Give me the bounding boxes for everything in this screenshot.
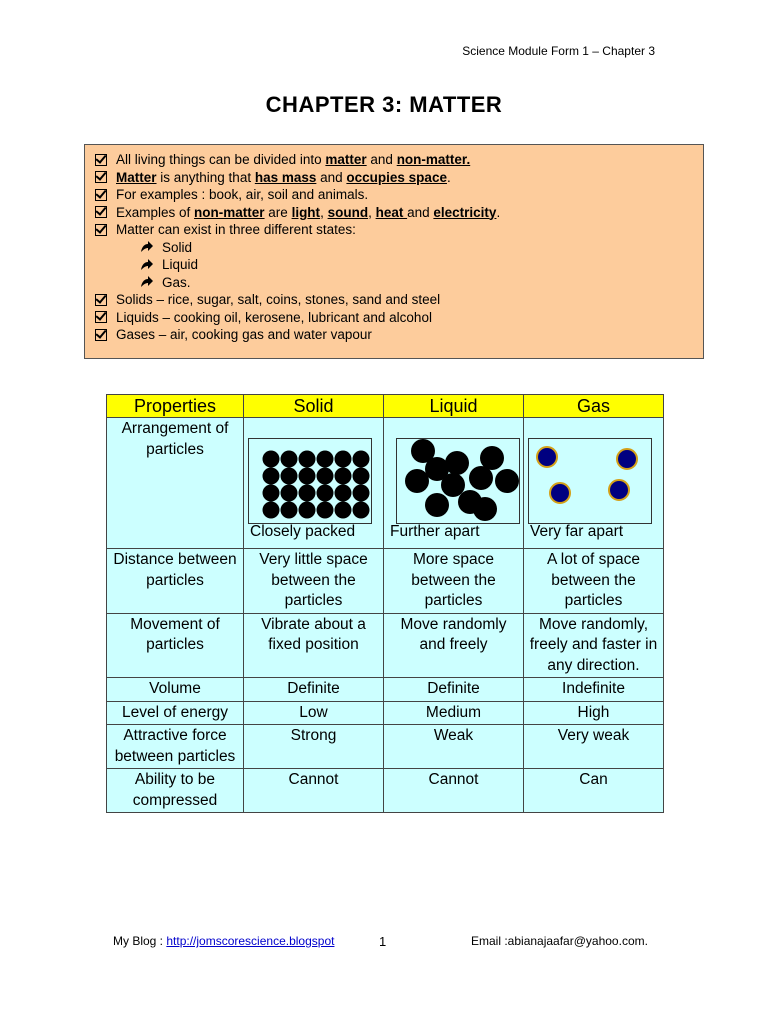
row-label: Distance between particles [107,549,244,614]
states-of-matter-table [106,394,664,813]
header-gas: Gas [524,395,664,418]
table-row [107,701,664,725]
checkbox-icon [95,189,107,201]
table-row [107,418,664,549]
note-line: Solids – rice, sugar, salt, coins, stones, sand and steel [95,291,693,309]
gas-diagram [528,438,652,524]
page-number: 1 [379,934,387,949]
gas-cell: Can [524,769,664,813]
header-properties: Properties [107,395,244,418]
checkbox-icon [95,329,107,341]
header-liquid: Liquid [384,395,524,418]
arrow-bullet-icon [140,276,154,288]
header-solid: Solid [244,395,384,418]
arrow-bullet-icon [140,241,154,253]
solid-diagram-cell [244,418,384,549]
liquid-cell: Weak [384,725,524,769]
notes-box [84,144,704,359]
solid-cell: Definite [244,678,384,702]
liquid-cell: Medium [384,701,524,725]
table-header-row [107,395,664,418]
gas-cell: A lot of space between the particles [524,549,664,614]
blog-link[interactable]: http://jomscorescience.blogspot [166,934,335,948]
table-row [107,613,664,678]
gas-cell: Indefinite [524,678,664,702]
note-line: Matter can exist in three different states: [95,221,693,239]
note-line: Matter is anything that has mass and occupies space . [95,169,693,187]
note-line: Liquids – cooking oil, kerosene, lubricant and alcohol [95,309,693,327]
row-label: Ability to be compressed [107,769,244,813]
solid-cell: Cannot [244,769,384,813]
running-header: Science Module Form 1 – Chapter 3 [462,44,655,58]
page-title: CHAPTER 3: MATTER [265,92,503,117]
solid-arrangement-label: Closely packed [250,523,356,540]
footer-blog [113,934,334,948]
gas-arrangement-label: Very far apart [530,523,624,540]
solid-cell: Very little space between the particles [244,549,384,614]
gas-diagram-cell [524,418,664,549]
footer-email: Email :abianajaafar@yahoo.com. [471,934,648,948]
row-label: Arrangement of particles [107,418,244,549]
liquid-cell: Cannot [384,769,524,813]
row-label: Volume [107,678,244,702]
note-line: Examples of non-matter are light , sound , heat and electricity . [95,204,693,222]
checkbox-icon [95,171,107,183]
solid-cell: Low [244,701,384,725]
row-label: Movement of particles [107,613,244,678]
checkbox-icon [95,294,107,306]
table-row [107,725,664,769]
checkbox-icon [95,224,107,236]
checkbox-icon [95,154,107,166]
liquid-diagram-cell [384,418,524,549]
note-line: All living things can be divided into matter and non-matter. [95,151,693,169]
row-label: Attractive force between particles [107,725,244,769]
liquid-cell: Move randomly and freely [384,613,524,678]
liquid-arrangement-label: Further apart [390,523,480,540]
table-row [107,678,664,702]
note-line: Gases – air, cooking gas and water vapour [95,326,693,344]
solid-cell: Vibrate about a fixed position [244,613,384,678]
solid-diagram [248,438,372,524]
liquid-diagram [396,438,520,524]
note-line: For examples : book, air, soil and animals. [95,186,693,204]
gas-cell: High [524,701,664,725]
state-item: Liquid [95,256,693,274]
liquid-cell: Definite [384,678,524,702]
checkbox-icon [95,311,107,323]
state-item: Gas. [95,274,693,292]
gas-particles [529,439,651,523]
gas-cell: Move randomly, freely and faster in any direction. [524,613,664,678]
blog-label: My Blog : [113,934,167,948]
state-item: Solid [95,239,693,257]
table-row [107,769,664,813]
solid-cell: Strong [244,725,384,769]
checkbox-icon [95,206,107,218]
solid-particles [249,439,371,523]
gas-cell: Very weak [524,725,664,769]
table-row [107,549,664,614]
liquid-cell: More space between the particles [384,549,524,614]
arrow-bullet-icon [140,259,154,271]
row-label: Level of energy [107,701,244,725]
